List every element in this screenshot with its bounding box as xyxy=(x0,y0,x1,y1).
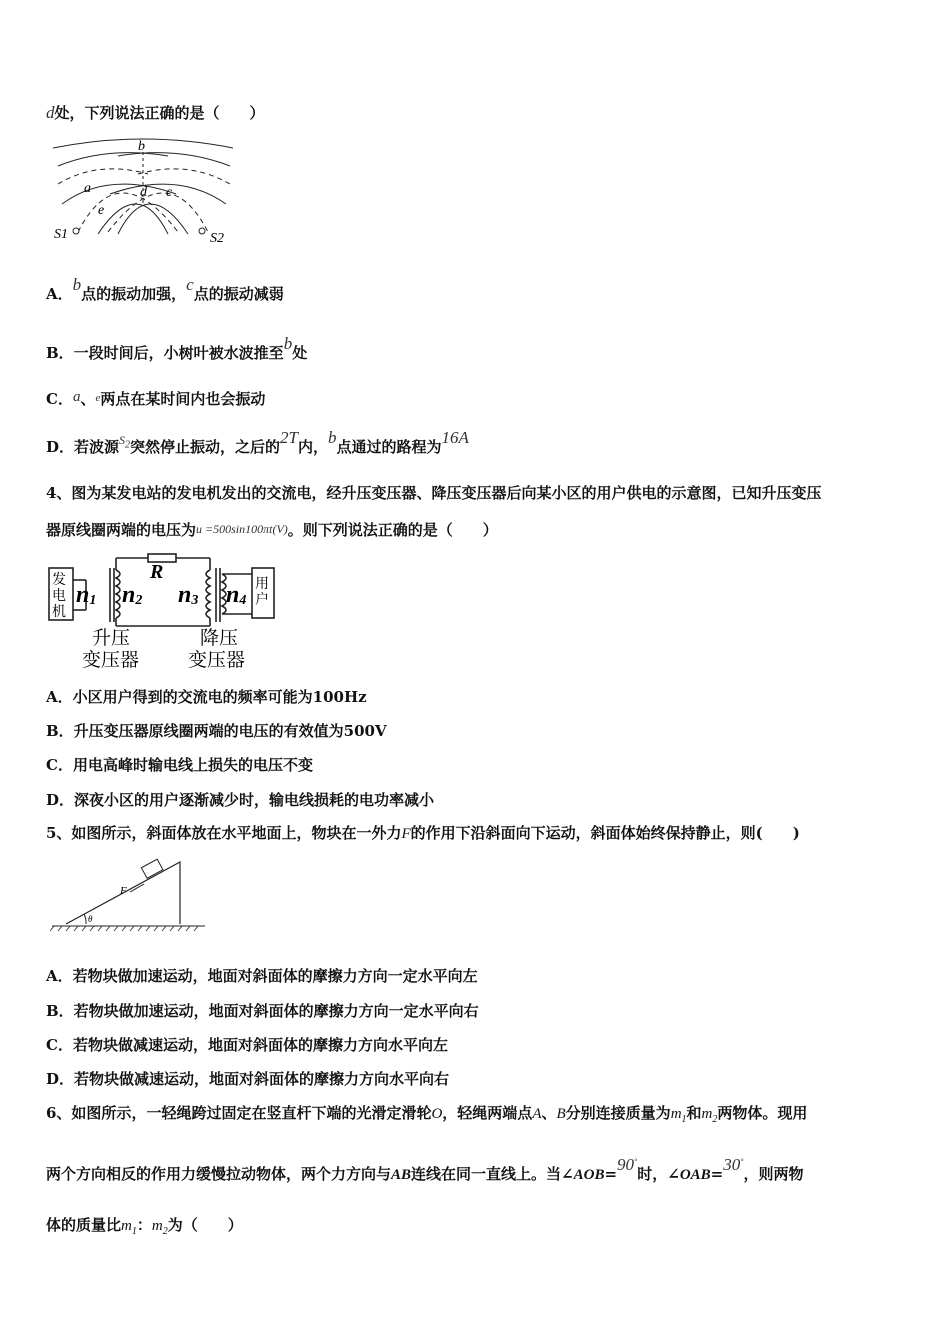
var-m2: $m_2$ xyxy=(151,1218,168,1237)
ground-hatching xyxy=(50,926,198,931)
label-s2: S2 xyxy=(210,231,224,246)
label-e: e xyxy=(98,203,105,218)
option-a-text-1: 点的振动加强， xyxy=(81,285,187,303)
q6-text-1: 6、如图所示，一轻绳跨过固定在竖直杆下端的光滑定滑轮 xyxy=(46,1104,432,1122)
label-n4: n4 xyxy=(226,582,247,608)
q5-stem xyxy=(46,822,800,843)
q5-option-b: B．若物块做加速运动，地面对斜面体的摩擦力方向一定水平向右 xyxy=(46,1002,479,1020)
q5-option-c: C．若物块做减速运动，地面对斜面体的摩擦力方向水平向左 xyxy=(46,1036,448,1054)
var-oab: OAB xyxy=(679,1167,711,1183)
q6-text-14: 为（ ） xyxy=(167,1216,243,1234)
q3-lead-text: 处，下列说法正确的是（ ） xyxy=(54,104,265,122)
q6-text-5: 和 xyxy=(686,1104,702,1122)
incline-figure xyxy=(50,856,210,934)
q6-text-6: 两物体。现用 xyxy=(717,1104,808,1122)
option-d-text-4: 点通过的路程为 xyxy=(336,438,442,456)
q3-lead-line xyxy=(46,102,265,123)
q6-stem-line-1 xyxy=(46,1102,807,1125)
voltage-formula: u =500sin100πt(V) xyxy=(196,522,288,536)
var-o: O xyxy=(431,1106,443,1122)
wave-arc-right-2 xyxy=(138,169,230,184)
wave-arc-left-1 xyxy=(58,153,168,166)
q5-stem-post: 的作用下沿斜面向下运动，斜面体始终保持静止，则( ) xyxy=(410,824,800,842)
q6-text-13: 体的质量比 xyxy=(46,1216,122,1234)
option-c-text: 两点在某时间内也会振动 xyxy=(100,390,266,408)
q6-text-10: 时，∠ xyxy=(637,1165,680,1183)
var-aob: AOB xyxy=(573,1167,605,1183)
user-char-2: 户 xyxy=(255,593,269,608)
step-up-secondary-coil xyxy=(116,570,120,618)
var-b: b xyxy=(328,428,337,447)
label-a: a xyxy=(84,181,91,196)
step-up-label-1: 升压 xyxy=(92,628,131,649)
angle-arc xyxy=(84,914,86,924)
source-s1 xyxy=(73,228,79,234)
label-c: c xyxy=(166,185,173,200)
option-d-text-3: 内， xyxy=(298,438,329,456)
generator-char-1: 发 xyxy=(52,573,66,588)
q4-stem-line-1: 4、图为某发电站的发电机发出的交流电，经升压变压器、降压变压器后向某小区的用户供电的示意图，已知升压变压 xyxy=(46,484,822,502)
option-a-text-2: 点的振动减弱 xyxy=(193,285,284,303)
label-n3: n3 xyxy=(178,582,199,608)
q4-option-b: B．升压变压器原线圈两端的电压的有效值为500V xyxy=(46,722,387,740)
generator-char-2: 电 xyxy=(52,589,66,604)
option-b-text-1: B．一段时间后，小树叶被水波推至 xyxy=(46,344,284,362)
force-label: F xyxy=(120,885,127,897)
q4-option-a: A．小区用户得到的交流电的频率可能为100Hz xyxy=(46,688,367,706)
wave-arc-left-4 xyxy=(78,193,178,232)
label-b: b xyxy=(138,139,145,154)
var-s2: S2 xyxy=(119,433,131,451)
var-ab: AB xyxy=(391,1167,412,1183)
block xyxy=(141,859,163,878)
q5-option-d: D．若物块做减速运动，地面对斜面体的摩擦力方向水平向右 xyxy=(46,1070,450,1088)
generator-char-3: 机 xyxy=(52,605,66,620)
q6-text-11: = xyxy=(710,1165,724,1183)
q4-stem-line-2 xyxy=(46,519,498,540)
label-n2: n2 xyxy=(122,582,143,608)
var-2t: 2T xyxy=(280,428,298,447)
q3-option-b xyxy=(46,334,308,363)
q6-text-4: 分别连接质量为 xyxy=(565,1104,671,1122)
var-16a: 16A xyxy=(441,428,469,447)
option-d-text-1: D．若波源 xyxy=(46,438,120,456)
wave-arc-right-4 xyxy=(108,193,208,232)
q3-option-d xyxy=(46,428,469,458)
var-a: a xyxy=(72,389,81,405)
q6-text-3: 、 xyxy=(541,1104,557,1122)
q4-option-d: D．深夜小区的用户逐渐减少时，输电线损耗的电功率减小 xyxy=(46,791,435,809)
q6-text-9: = xyxy=(604,1165,618,1183)
q4-option-c: C．用电高峰时输电线上损失的电压不变 xyxy=(46,756,313,774)
source-s2 xyxy=(199,228,205,234)
q5-option-a: A．若物块做加速运动，地面对斜面体的摩擦力方向一定水平向左 xyxy=(46,967,478,985)
q5-stem-pre: 5、如图所示，斜面体放在水平地面上，物块在一外力 xyxy=(46,824,402,842)
option-a-prefix: A． xyxy=(46,285,73,303)
var-m1: $m_1$ xyxy=(121,1218,137,1237)
q6-text-2: ，轻绳两端点 xyxy=(442,1104,533,1122)
option-c-prefix: C． xyxy=(46,390,73,408)
var-m1: $m_1$ xyxy=(670,1106,687,1125)
wave-interference-figure xyxy=(48,134,238,246)
q6-colon: ： xyxy=(136,1216,152,1234)
wave-arc-left-3 xyxy=(62,184,176,204)
deg-30: 30° xyxy=(723,1155,744,1174)
var-b: b xyxy=(72,275,82,294)
step-down-primary-coil xyxy=(206,570,210,618)
wave-arc-left-2 xyxy=(58,169,148,184)
deg-90: 90° xyxy=(617,1155,638,1174)
step-down-label-2: 变压器 xyxy=(188,650,246,671)
wave-arc-left-5 xyxy=(98,204,168,234)
var-b: b xyxy=(283,334,293,353)
q3-option-c xyxy=(46,388,265,409)
q4-stem-post: 。则下列说法正确的是（ ） xyxy=(287,521,498,539)
q6-text-8: 连线在同一直线上。当∠ xyxy=(411,1165,574,1183)
wave-arc-right-5 xyxy=(118,204,188,234)
var-d: d xyxy=(46,103,55,122)
label-n1: n1 xyxy=(76,582,97,608)
q6-text-12: ，则两物 xyxy=(743,1165,804,1183)
option-c-sep: 、 xyxy=(80,390,96,408)
var-f: F xyxy=(401,826,411,842)
q4-stem-pre: 器原线圈两端的电压为 xyxy=(46,521,197,539)
option-b-text-2: 处 xyxy=(292,344,308,362)
step-down-label-1: 降压 xyxy=(200,628,239,649)
option-d-text-2: 突然停止振动，之后的 xyxy=(130,438,281,456)
q6-stem-line-2 xyxy=(46,1155,804,1184)
step-up-label-2: 变压器 xyxy=(82,650,140,671)
user-char-1: 用 xyxy=(255,577,269,592)
label-r: R xyxy=(150,561,164,583)
var-c: c xyxy=(186,275,194,294)
q3-option-a xyxy=(46,275,284,304)
label-d: d xyxy=(140,185,147,200)
var-a: A xyxy=(532,1106,542,1122)
var-b: B xyxy=(556,1106,566,1122)
angle-label: θ xyxy=(88,914,93,924)
power-transmission-figure xyxy=(46,550,280,672)
q6-stem-line-3 xyxy=(46,1214,243,1237)
q6-text-7: 两个方向相反的作用力缓慢拉动物体，两个力方向与 xyxy=(46,1165,392,1183)
label-s1: S1 xyxy=(54,227,68,242)
var-m2: $m_2$ xyxy=(701,1106,718,1125)
wave-arc-right-1 xyxy=(118,153,230,166)
var-e: e xyxy=(95,392,101,404)
